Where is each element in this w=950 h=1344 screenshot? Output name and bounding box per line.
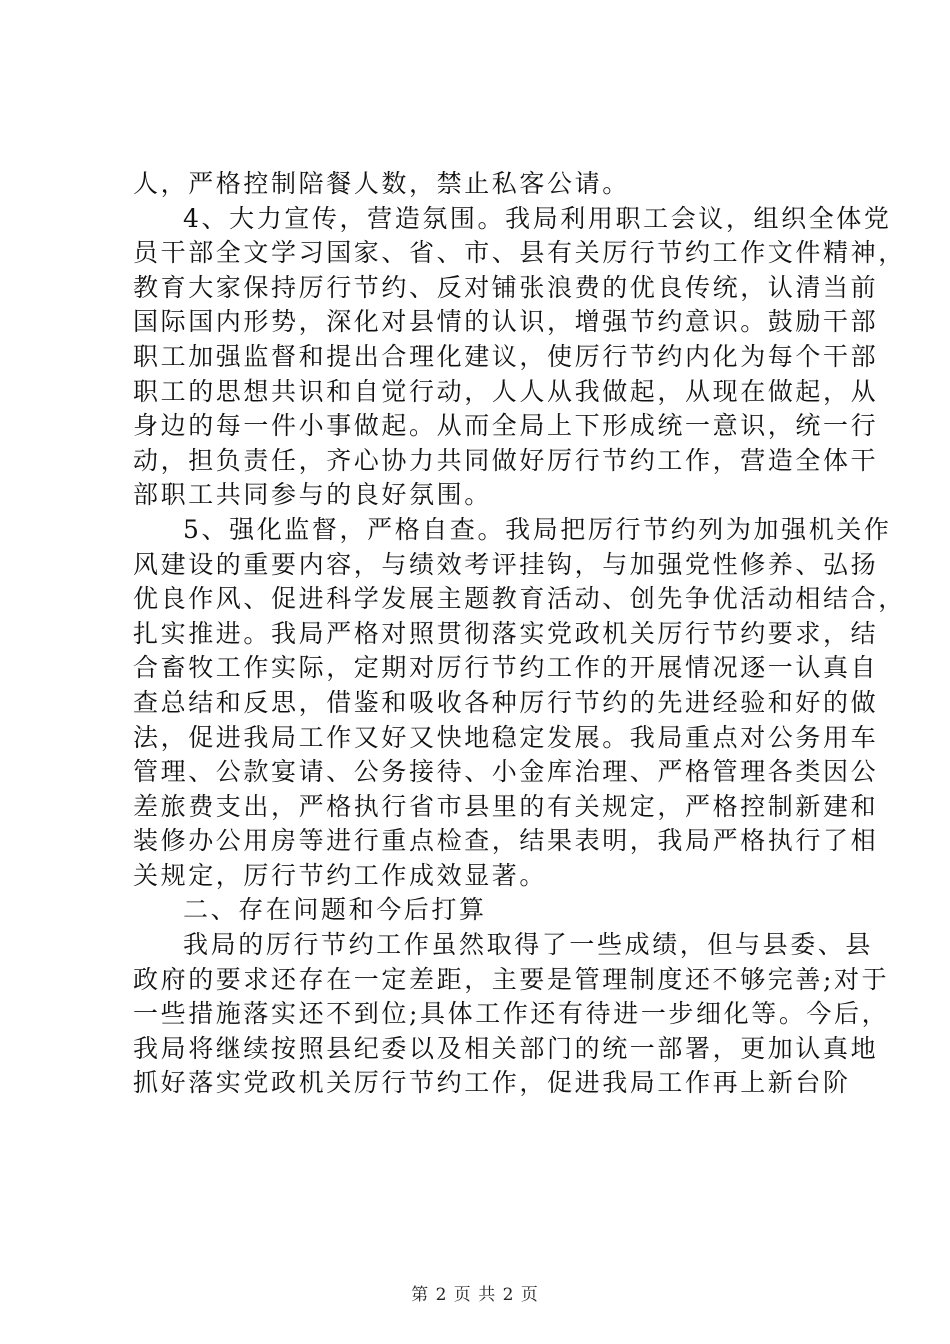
text-line: 人，严格控制陪餐人数，禁止私客公请。 [133, 169, 630, 198]
text-line: 查总结和反思，借鉴和吸收各种厉行节约的先进经验和好的做 [133, 687, 879, 717]
text-line: 国际国内形势，深化对县情的认识，增强节约意识。鼓励干部 [133, 307, 879, 337]
text-line: 4、大力宣传，营造氛围。我局利用职工会议，组织全体党 [183, 203, 892, 233]
text-line: 5、强化监督，严格自查。我局把厉行节约列为加强机关作 [183, 514, 892, 544]
text-line: 法，促进我局工作又好又快地稳定发展。我局重点对公务用车 [133, 722, 879, 752]
text-line: 动，担负责任，齐心协力共同做好厉行节约工作，营造全体干 [133, 445, 879, 475]
page-footer: 第 2 页 共 2 页 [411, 1285, 539, 1305]
text-line: 我局的厉行节约工作虽然取得了一些成绩，但与县委、县 [183, 930, 874, 960]
text-line: 抓好落实党政机关厉行节约工作，促进我局工作再上新台阶 [133, 1068, 851, 1098]
text-line: 差旅费支出，严格执行省市县里的有关规定，严格控制新建和 [133, 791, 879, 821]
document-body [133, 167, 906, 1101]
text-line: 关规定，厉行节约工作成效显著。 [133, 860, 548, 890]
text-line: 合畜牧工作实际，定期对厉行节约工作的开展情况逐一认真自 [133, 653, 879, 683]
text-line: 职工加强监督和提出合理化建议，使厉行节约内化为每个干部 [133, 341, 879, 371]
section-heading: 二、存在问题和今后打算 [183, 895, 487, 925]
text-line: 员干部全文学习国家、省、市、县有关厉行节约工作文件精神， [133, 238, 906, 268]
text-line: 部职工共同参与的良好氛围。 [133, 480, 492, 510]
text-line: 身边的每一件小事做起。从而全局上下形成统一意识，统一行 [133, 411, 879, 441]
text-line: 职工的思想共识和自觉行动，人人从我做起，从现在做起，从 [133, 376, 879, 406]
text-line: 管理、公款宴请、公务接待、小金库治理、严格管理各类因公 [133, 757, 879, 787]
text-line: 风建设的重要内容，与绩效考评挂钩，与加强党性修养、弘扬 [133, 549, 879, 579]
text-line: 装修办公用房等进行重点检查，结果表明，我局严格执行了相 [133, 826, 879, 856]
text-line: 一些措施落实还不到位;具体工作还有待进一步细化等。今后， [133, 999, 890, 1029]
text-line: 扎实推进。我局严格对照贯彻落实党政机关厉行节约要求，结 [133, 618, 879, 648]
text-line: 优良作风、促进科学发展主题教育活动、创先争优活动相结合， [133, 584, 906, 614]
text-line: 我局将继续按照县纪委以及相关部门的统一部署，更加认真地 [133, 1033, 879, 1063]
text-line: 政府的要求还存在一定差距，主要是管理制度还不够完善;对于 [133, 964, 890, 994]
text-line: 教育大家保持厉行节约、反对铺张浪费的优良传统，认清当前 [133, 272, 879, 302]
